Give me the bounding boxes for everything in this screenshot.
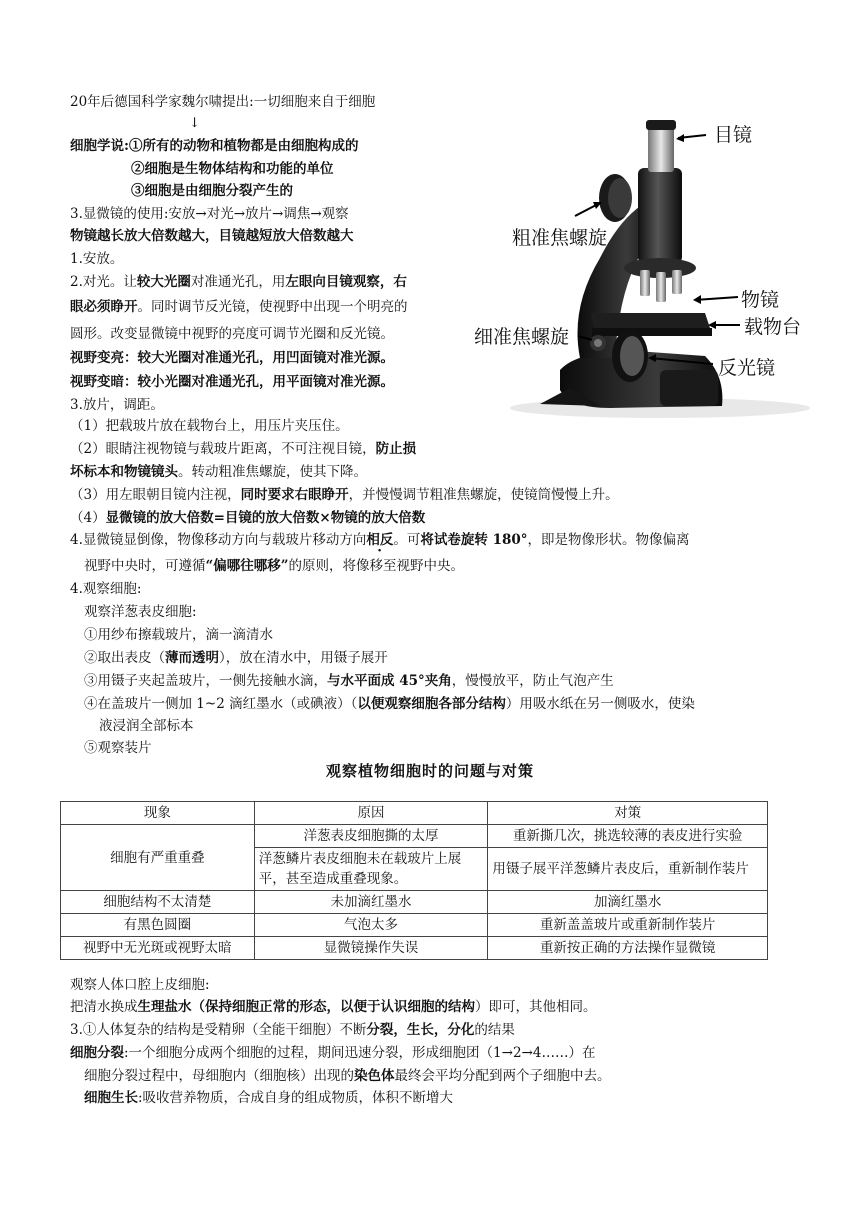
text-line: 圆形。改变显微镜中视野的亮度可调节光圈和反光镜。	[70, 326, 394, 342]
table-cell: 气泡太多	[254, 914, 488, 937]
text-line: （1）把载玻片放在载物台上，用压片夹压住。	[70, 418, 349, 434]
text-line: ②取出表皮（薄而透明），放在清水中，用镊子展开	[84, 650, 388, 666]
table-cell: 重新盖盖玻片或重新制作装片	[488, 914, 768, 937]
table-cell: 未加滴红墨水	[254, 891, 488, 914]
text-line: ②细胞是生物体结构和功能的单位	[131, 161, 334, 177]
text-line: 细胞生长:吸收营养物质，合成自身的组成物质，体积不断增大	[84, 1090, 454, 1106]
table-row	[61, 825, 768, 848]
label-coarse-focus: 粗准焦螺旋	[512, 227, 608, 249]
text-line: 观察洋葱表皮细胞:	[84, 604, 197, 620]
header-cell: 对策	[488, 802, 768, 825]
text-line: ③细胞是由细胞分裂产生的	[131, 183, 293, 199]
label-fine-focus: 细准焦螺旋	[474, 326, 570, 348]
text-line: 观察人体口腔上皮细胞:	[70, 977, 210, 993]
problem-table	[60, 801, 768, 960]
label-eyepiece: 目镜	[714, 124, 753, 146]
text-line: 液浸润全部标本	[99, 718, 194, 734]
microscope-illustration	[500, 108, 830, 420]
text-line: 4.显微镜显倒像，物像移动方向与载玻片移动方向相反。可将试卷旋转 180°，即是物像形状。物像偏离	[70, 532, 690, 548]
table-cell: 显微镜操作失误	[254, 937, 488, 960]
text-line: 眼必须睁开。同时调节反光镜，使视野中出现一个明亮的	[70, 299, 408, 315]
text-line: 细胞分裂:一个细胞分成两个细胞的过程，期间迅速分裂，形成细胞团（1→2→4……）在	[70, 1045, 596, 1061]
text-line: 坏标本和物镜镜头。转动粗准焦螺旋，使其下降。	[70, 464, 367, 480]
text-line: ①用纱布擦载玻片，滴一滴清水	[84, 627, 273, 643]
text-line: 20年后德国科学家魏尔啸提出:一切细胞来自于细胞	[70, 94, 376, 110]
table-cell: 重新按正确的方法操作显微镜	[488, 937, 768, 960]
text-line: 3.显微镜的使用:安放→对光→放片→调焦→观察	[70, 206, 349, 222]
text-line: 物镜越长放大倍数越大，目镜越短放大倍数越大	[70, 228, 354, 244]
label-stage: 载物台	[744, 316, 802, 338]
text-line: 视野中央时，可遵循“偏哪往哪移”的原则，将像移至视野中央。	[84, 558, 465, 574]
table-row	[61, 891, 768, 914]
text-line: 把清水换成生理盐水（保持细胞正常的形态，以便于认识细胞的结构）即可，其他相同。	[70, 999, 597, 1015]
text-line: 1.安放。	[70, 251, 124, 267]
table-cell: 视野中无光斑或视野太暗	[61, 937, 255, 960]
text-line: ⑤观察装片	[84, 740, 152, 756]
text-line: 视野变亮：较大光圈对准通光孔，用凹面镜对准光源。	[70, 350, 394, 366]
table-row	[61, 914, 768, 937]
text-line: （3）用左眼朝目镜内注视，同时要求右眼睁开，并慢慢调节粗准焦螺旋，使镜筒慢慢上升。	[70, 487, 619, 503]
table-row	[61, 937, 768, 960]
text-line: ④在盖玻片一侧加 1~2 滴红墨水（或碘液）（以便观察细胞各部分结构）用吸水纸在另一侧吸水，使染	[84, 696, 695, 712]
table-cell: 加滴红墨水	[488, 891, 768, 914]
table-cell: 洋葱表皮细胞撕的太厚	[254, 825, 488, 848]
text-line: 4.观察细胞:	[70, 581, 142, 597]
text-line: 3.①人体复杂的结构是受精卵（全能干细胞）不断分裂，生长，分化的结果	[70, 1022, 515, 1038]
text-line: 细胞学说:①所有的动物和植物都是由细胞构成的	[70, 138, 359, 154]
text-line: （4）显微镜的放大倍数=目镜的放大倍数×物镜的放大倍数	[70, 510, 426, 526]
text-line: 细胞分裂过程中，母细胞内（细胞核）出现的染色体最终会平均分配到两个子细胞中去。	[84, 1068, 611, 1084]
header-cell: 现象	[61, 802, 255, 825]
table-cell: 细胞有严重重叠	[61, 825, 255, 891]
text-line: 2.对光。让较大光圈对准通光孔，用左眼向目镜观察，右	[70, 274, 407, 290]
table-title: 观察植物细胞时的问题与对策	[325, 762, 534, 780]
down-arrow-icon: ↓	[189, 115, 201, 131]
table-cell: 用镊子展平洋葱鳞片表皮后，重新制作装片	[488, 848, 768, 891]
table-cell: 洋葱鳞片表皮细胞未在载玻片上展平，甚至造成重叠现象。	[254, 848, 488, 891]
text-line: （2）眼睛注视物镜与载玻片距离，不可注视目镜，防止损	[70, 441, 417, 457]
label-mirror: 反光镜	[718, 357, 776, 379]
label-objective: 物镜	[741, 289, 780, 311]
text-line: ③用镊子夹起盖玻片，一侧先接触水滴，与水平面成 45°夹角，慢慢放平，防止气泡产生	[84, 673, 614, 689]
table-cell: 细胞结构不太清楚	[61, 891, 255, 914]
text-line: 3.放片，调距。	[70, 397, 164, 413]
table-cell: 有黑色圆圈	[61, 914, 255, 937]
header-cell: 原因	[254, 802, 488, 825]
table-cell: 重新撕几次，挑选较薄的表皮进行实验	[488, 825, 768, 848]
table-header-row	[61, 802, 768, 825]
text-line: 视野变暗：较小光圈对准通光孔，用平面镜对准光源。	[70, 374, 394, 390]
